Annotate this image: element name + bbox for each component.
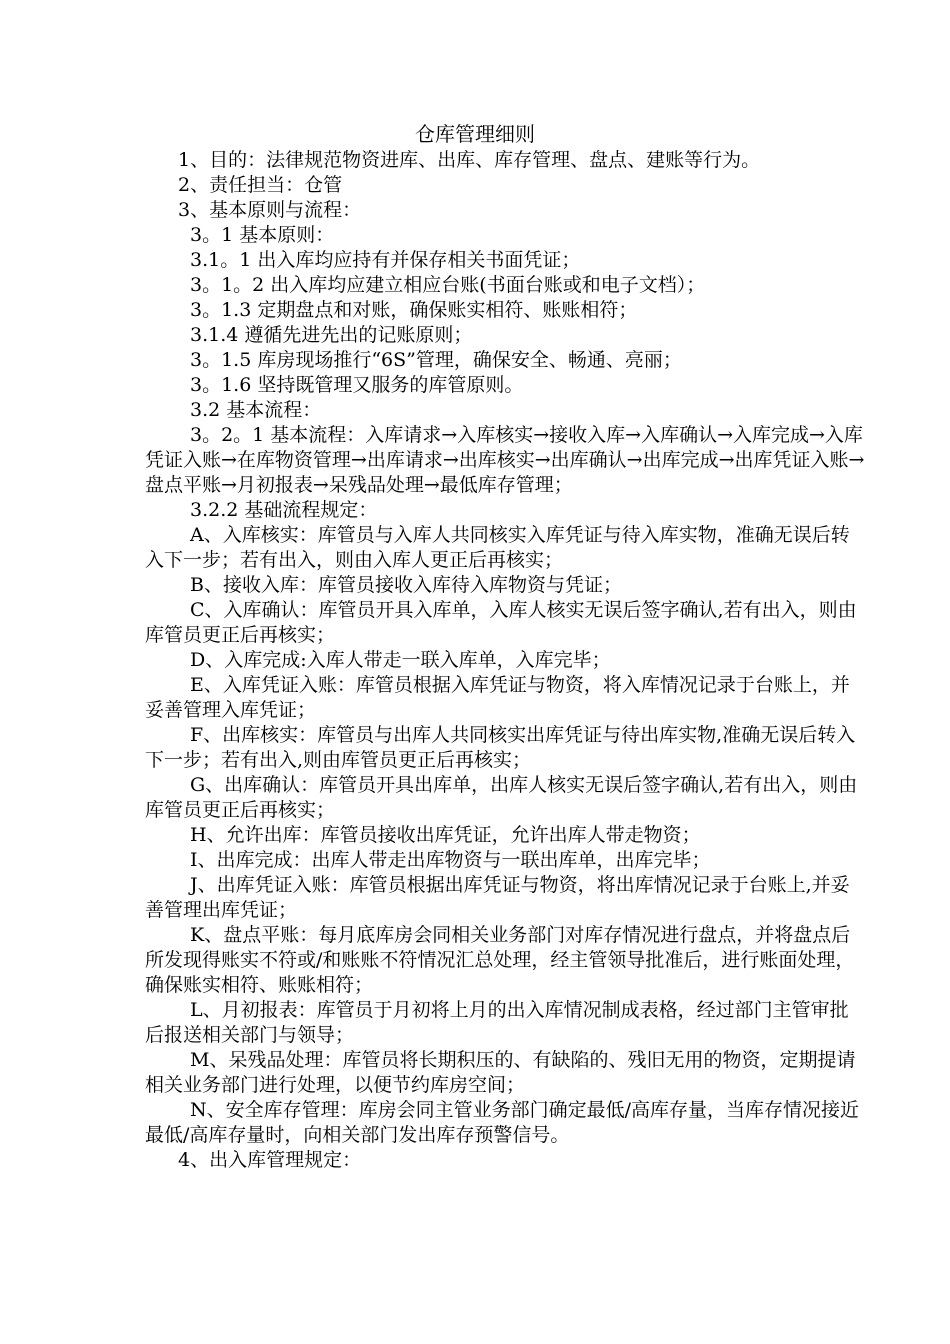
paragraph-g: G、出库确认：库管员开具出库单，出库人核实无误后签字确认,若有出入，则由库管员更正后再核实； — [145, 774, 858, 821]
paragraph-f: F、出库核实：库管员与出库人共同核实出库凭证与待出库实物,准确无误后转入下一步；若有出入,则由库管员更正后再核实； — [145, 724, 856, 771]
paragraph-3-2-2: 3.2.2 基础流程规定： — [190, 499, 378, 521]
paragraph-3-1-3: 3。1.3 定期盘点和对账，确保账实相符、账账相符； — [190, 299, 638, 321]
paragraph-b: B、接收入库：库管员接收入库待入库物资与凭证； — [190, 574, 622, 596]
paragraph-c: C、入库确认：库管员开具入库单，入库人核实无误后签字确认,若有出入，则由库管员更正后再核实； — [145, 599, 857, 646]
paragraph-n: N、安全库存管理：库房会同主管业务部门确定最低/高库存量，当库存情况接近最低/高库存量时，向相关部门发出库存预警信号。 — [145, 1099, 860, 1146]
paragraph-3-1: 3。1 基本原则： — [190, 224, 335, 246]
paragraph-3-1-5: 3。1.5 库房现场推行“6S”管理，确保安全、畅通、亮丽； — [190, 349, 682, 371]
paragraph-section-4-heading: 4、出入库管理规定： — [178, 1149, 362, 1171]
paragraph-3-1-6: 3。1.6 坚持既管理又服务的库管原则。 — [190, 374, 524, 396]
paragraph-3-1-1: 3.1。1 出入库均应持有并保存相关书面凭证； — [190, 249, 581, 271]
paragraph-3-2: 3.2 基本流程： — [190, 399, 322, 421]
paragraph-3-1-4: 3.1.4 遵循先进先出的记账原则； — [190, 324, 473, 346]
paragraph-principles-heading: 3、基本原则与流程： — [178, 199, 362, 221]
paragraph-purpose: 1、目的：法律规范物资进库、出库、库存管理、盘点、建账等行为。 — [178, 149, 761, 171]
paragraph-a: A、入库核实：库管员与入库人共同核实入库凭证与待入库实物，准确无误后转入下一步；若有出入，则由入库人更正后再核实； — [145, 524, 850, 571]
paragraph-m: M、呆残品处理：库管员将长期积压的、有缺陷的、残旧无用的物资，定期提请相关业务部门进行处理，以便节约库房空间； — [145, 1049, 856, 1096]
paragraph-3-1-2: 3。1。2 出入库均应建立相应台账(书面台账或和电子文档）； — [190, 274, 706, 296]
paragraph-responsibility: 2、责任担当：仓管 — [178, 174, 343, 196]
paragraph-j: J、出库凭证入账：库管员根据出库凭证与物资，将出库情况记录于台账上,并妥善管理出库凭证； — [145, 874, 850, 921]
paragraph-k: K、盘点平账：每月底库房会同相关业务部门对库存情况进行盘点，并将盘点后所发现得账实不符或/和账账不符情况汇总处理，经主管领导批准后，进行账面处理，确保账实相符、账账相符； — [145, 924, 855, 996]
paragraph-3-2-1: 3。2。1 基本流程：入库请求→入库核实→接收入库→入库确认→入库完成→入库凭证入账→在库物资管理→出库请求→出库核实→出库确认→出库完成→出库凭证入账→盘点平账→月初报表→呆残品处理→最低库存管理； — [145, 424, 865, 496]
document-body — [145, 148, 865, 1173]
paragraph-h: H、允许出库：库管员接收出库凭证，允许出库人带走物资； — [190, 824, 701, 846]
paragraph-e: E、入库凭证入账：库管员根据入库凭证与物资，将入库情况记录于台账上，并妥善管理入库凭证； — [145, 674, 850, 721]
paragraph-l: L、月初报表：库管员于月初将上月的出入库情况制成表格，经过部门主管审批后报送相关部门与领导； — [145, 999, 849, 1046]
paragraph-d: D、入库完成:入库人带走一联入库单，入库完毕； — [190, 649, 611, 671]
document-title: 仓库管理细则 — [415, 122, 535, 146]
paragraph-i: I、出库完成：出库人带走出库物资与一联出库单，出库完毕； — [190, 849, 711, 871]
